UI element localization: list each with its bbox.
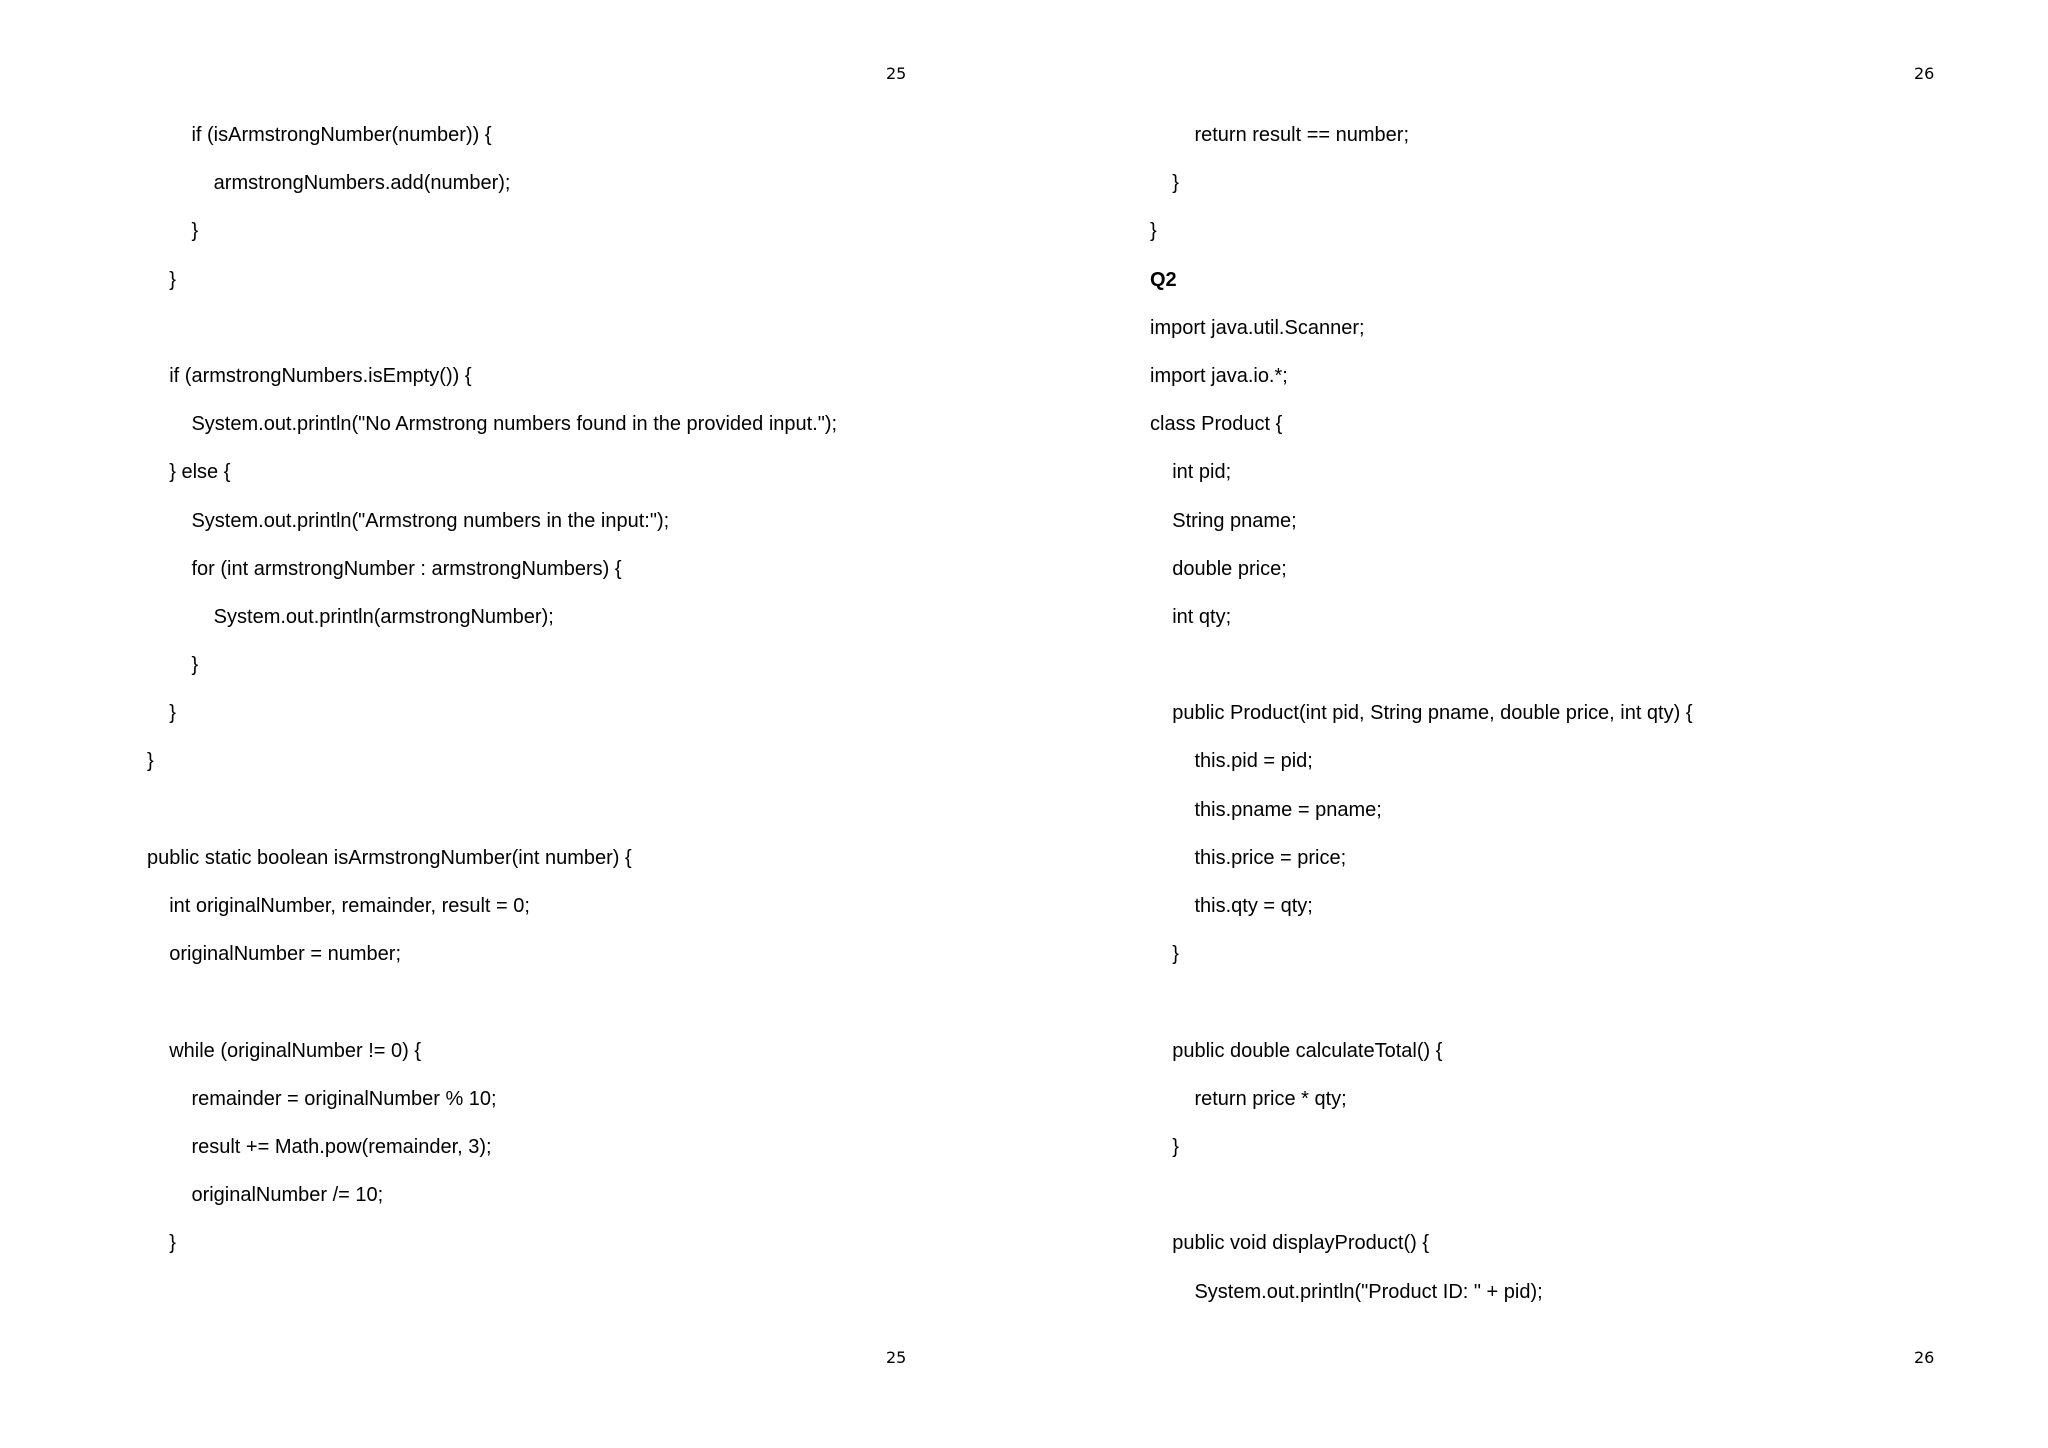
code-line: double price;	[1150, 557, 1287, 580]
code-line: }	[1150, 172, 1179, 195]
code-line: }	[147, 1232, 176, 1255]
code-line: if (isArmstrongNumber(number)) {	[147, 124, 492, 146]
document-page-26	[1024, 0, 2048, 1448]
code-line	[147, 798, 837, 846]
page-number-footer: 25	[886, 1348, 907, 1367]
code-line: result += Math.pow(remainder, 3);	[147, 1135, 492, 1158]
code-line: }	[147, 268, 176, 291]
code-line: originalNumber /= 10;	[147, 1184, 384, 1207]
code-line: armstrongNumbers.add(number);	[147, 172, 511, 195]
code-line: }	[1150, 1135, 1179, 1158]
code-line: this.pid = pid;	[1150, 750, 1313, 773]
code-line: this.qty = qty;	[1150, 895, 1313, 917]
code-line: import java.util.Scanner;	[1150, 316, 1365, 339]
code-line	[1150, 990, 1693, 1038]
code-line: if (armstrongNumbers.isEmpty()) {	[147, 364, 472, 387]
code-line: int originalNumber, remainder, result = 0;	[147, 895, 530, 917]
code-line: for (int armstrongNumber : armstrongNumbers) {	[147, 557, 622, 580]
code-block	[1150, 123, 1693, 1328]
code-line	[1150, 1183, 1693, 1231]
code-line	[147, 990, 837, 1038]
code-line: System.out.println("Product ID: " + pid);	[1150, 1280, 1543, 1303]
code-line: public double calculateTotal() {	[1150, 1039, 1443, 1062]
code-line: int pid;	[1150, 461, 1232, 484]
code-line: return price * qty;	[1150, 1087, 1347, 1110]
code-line: return result == number;	[1150, 124, 1410, 146]
code-block	[147, 123, 837, 1280]
code-line: import java.io.*;	[1150, 364, 1288, 387]
code-line: }	[1150, 220, 1157, 243]
code-line: System.out.println("No Armstrong numbers found in the provided input.");	[147, 413, 838, 436]
code-line: public void displayProduct() {	[1150, 1232, 1430, 1255]
code-line: originalNumber = number;	[147, 943, 402, 966]
code-line: }	[147, 750, 154, 773]
page-number-header: 26	[1914, 64, 1935, 83]
page-number-header: 25	[886, 64, 907, 83]
code-line: }	[1150, 943, 1179, 966]
code-line: }	[147, 220, 199, 243]
code-line: this.pname = pname;	[1150, 798, 1382, 821]
page-number-footer: 26	[1914, 1348, 1935, 1367]
code-line	[1150, 653, 1693, 701]
code-line: }	[147, 654, 199, 677]
code-line: remainder = originalNumber % 10;	[147, 1087, 497, 1110]
code-line	[147, 316, 837, 364]
code-line: int qty;	[1150, 605, 1232, 628]
code-line: public Product(int pid, String pname, double price, int qty) {	[1150, 702, 1693, 725]
code-line: }	[147, 702, 176, 725]
question-heading: Q2	[1150, 268, 1693, 316]
code-line: while (originalNumber != 0) {	[147, 1039, 422, 1062]
code-line: class Product {	[1150, 413, 1283, 436]
code-line: System.out.println("Armstrong numbers in the input:");	[147, 509, 670, 532]
code-line: String pname;	[1150, 509, 1297, 532]
code-line: public static boolean isArmstrongNumber(int number) {	[147, 846, 632, 869]
code-line: } else {	[147, 461, 231, 484]
code-line: System.out.println(armstrongNumber);	[147, 605, 554, 628]
code-line: this.price = price;	[1150, 846, 1347, 869]
